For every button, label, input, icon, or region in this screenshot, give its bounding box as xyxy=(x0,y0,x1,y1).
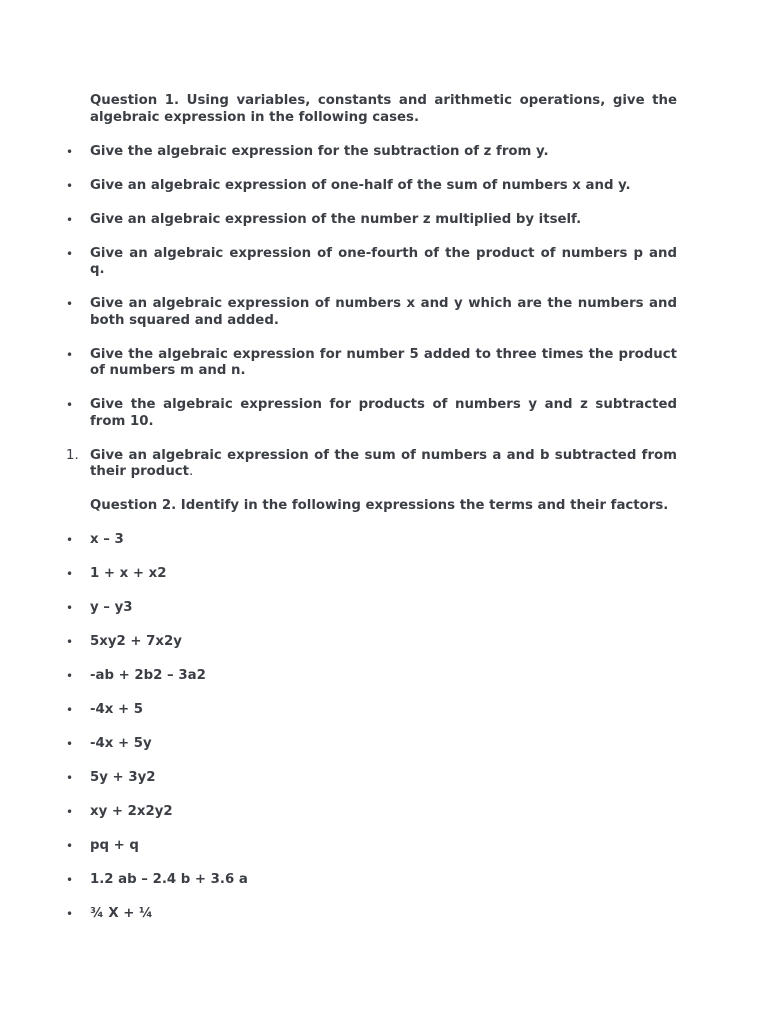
q1-item-text: Give the algebraic expression for products of numbers y and z subtracted from 10. xyxy=(90,397,677,429)
bullet-icon: • xyxy=(66,737,74,751)
q2-expression: 1.2 ab – 2.4 b + 3.6 a xyxy=(90,872,248,887)
bullet-icon: • xyxy=(66,635,74,649)
q1-numbered-text: Give an algebraic expression of the sum of numbers a and b subtracted from their product xyxy=(90,447,677,479)
bullet-icon: • xyxy=(66,297,74,311)
q2-list-item xyxy=(0,906,677,923)
q2-list-item xyxy=(0,634,677,651)
bullet-icon: • xyxy=(66,398,74,412)
bullet-icon: • xyxy=(66,212,74,227)
bullet-icon: • xyxy=(66,907,74,921)
q2-list-item xyxy=(0,702,677,719)
q2-list-item xyxy=(0,770,677,787)
bullet-icon: • xyxy=(66,178,74,193)
q2-list-item xyxy=(0,838,677,855)
q1-list-item xyxy=(0,178,677,195)
bullet-icon: • xyxy=(66,873,74,887)
q2-list-item xyxy=(0,668,677,685)
q1-numbered-period: . xyxy=(189,464,194,479)
q2-expression: -4x + 5 xyxy=(90,702,143,717)
bullet-icon: • xyxy=(66,144,74,159)
q1-list-item xyxy=(0,246,677,279)
bullet-icon: • xyxy=(66,601,74,615)
question-2-heading: Question 2. Identify in the following expressions the terms and their factors. xyxy=(90,498,669,513)
bullet-icon: • xyxy=(66,839,74,853)
q2-list-item xyxy=(0,804,677,821)
q2-expression: -4x + 5y xyxy=(90,736,152,751)
bullet-icon: • xyxy=(66,347,74,362)
q2-expression: ¾ X + ¼ xyxy=(90,906,153,921)
q2-expression: -ab + 2b2 – 3a2 xyxy=(90,668,206,683)
q1-item-text: Give an algebraic expression of one-half of the sum of numbers x and y. xyxy=(90,177,631,193)
q2-list-item xyxy=(0,566,677,583)
q1-list-item xyxy=(0,347,677,380)
q2-expression: 5xy2 + 7x2y xyxy=(90,634,182,649)
q1-list-item xyxy=(0,296,677,329)
bullet-icon: • xyxy=(66,567,74,581)
bullet-icon: • xyxy=(66,533,74,547)
q2-expression: x – 3 xyxy=(90,532,124,547)
q1-list-item xyxy=(0,144,677,161)
q2-list-item xyxy=(0,600,677,617)
bullet-icon: • xyxy=(66,771,74,785)
q1-item-text: Give an algebraic expression of the number z multiplied by itself. xyxy=(90,211,582,227)
q2-expression: xy + 2x2y2 xyxy=(90,804,173,819)
question-1-heading: Question 1. Using variables, constants and arithmetic operations, give the algebraic expression in the following cases. xyxy=(90,93,677,125)
list-number: 1. xyxy=(66,447,79,463)
q2-expression: y – y3 xyxy=(90,600,133,615)
q1-item-text: Give the algebraic expression for the subtraction of z from y. xyxy=(90,143,549,159)
q2-expression: 1 + x + x2 xyxy=(90,566,167,581)
bullet-icon: • xyxy=(66,805,74,819)
q1-item-text: Give an algebraic expression of numbers x and y which are the numbers and both squared and added. xyxy=(90,296,677,328)
q2-list-item xyxy=(0,736,677,753)
q2-expression: pq + q xyxy=(90,838,139,853)
q2-list-item xyxy=(0,532,677,549)
q1-list-item xyxy=(0,397,677,430)
q1-list-item xyxy=(0,212,677,229)
bullet-icon: • xyxy=(66,703,74,717)
q2-expression: 5y + 3y2 xyxy=(90,770,156,785)
q1-item-text: Give an algebraic expression of one-fourth of the product of numbers p and q. xyxy=(90,245,677,277)
bullet-icon: • xyxy=(66,669,74,683)
q1-numbered-item xyxy=(0,448,677,481)
q1-item-text: Give the algebraic expression for number 5 added to three times the product of numbers m and n. xyxy=(90,346,677,378)
bullet-icon: • xyxy=(66,246,74,261)
q2-list-item xyxy=(0,872,677,889)
document-content xyxy=(0,93,768,940)
